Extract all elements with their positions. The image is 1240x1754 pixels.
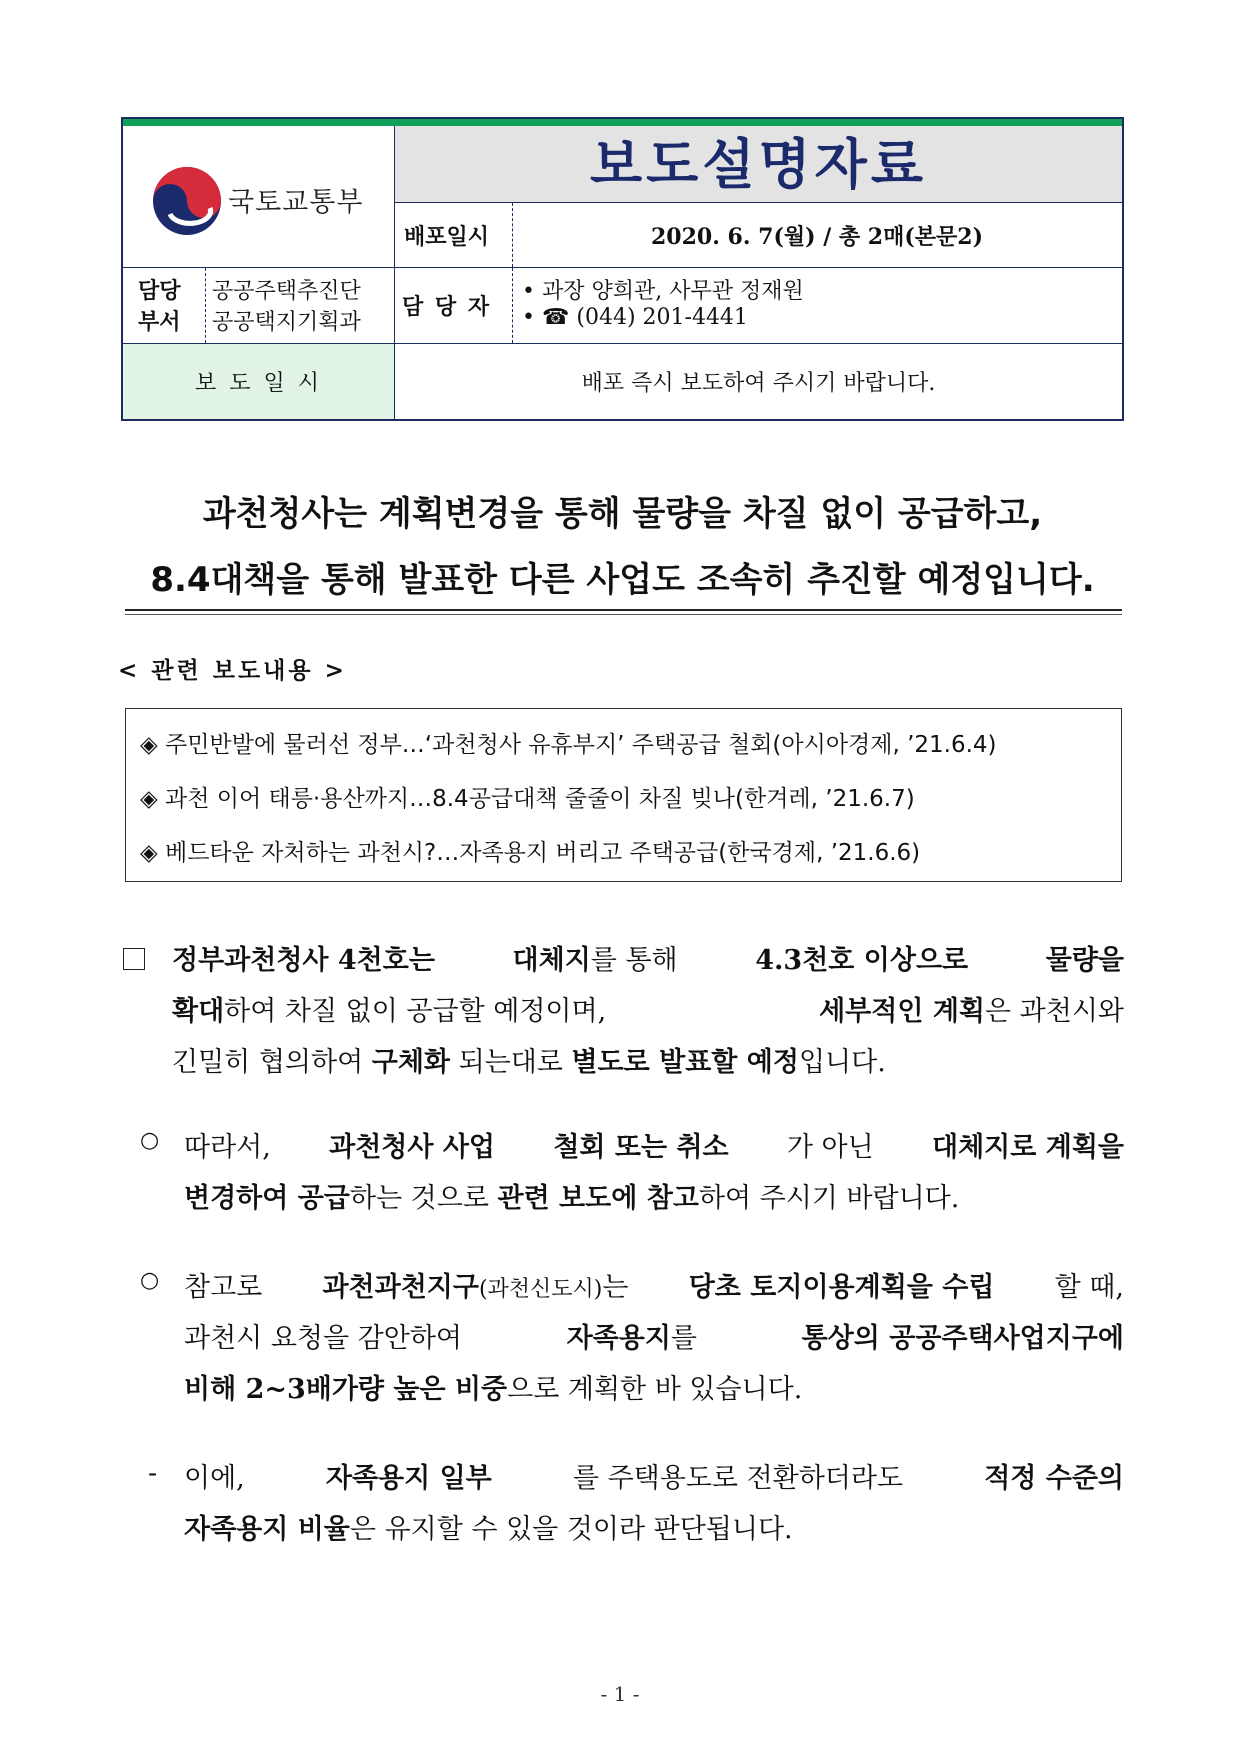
text-run: 이에, [184, 1463, 245, 1494]
headline-line-2: 8.4대책을 통해 발표한 다른 사업도 조속히 추진할 예정입니다. [150, 560, 1095, 600]
text-run: 하여 주시기 바랍니다. [698, 1183, 960, 1214]
report-time-value: 배포 즉시 보도하여 주시기 바랍니다. [581, 371, 936, 396]
divider [123, 267, 1122, 268]
document-type-title: 보도설명자료 [590, 133, 927, 196]
emphasis: 비해 2~3배가량 높은 비중 [184, 1374, 508, 1405]
emphasis: 과천청사 사업 [329, 1132, 496, 1163]
related-article: ◈ 베드타운 자처하는 과천시?…자족용지 버리고 주택공급(한국경제, ’21.6.6) [140, 840, 921, 866]
headline-line-1: 과천청사는 계획변경을 통해 물량을 차질 없이 공급하고, [202, 494, 1043, 534]
paragraph-4-line-2 [184, 1507, 793, 1546]
emphasis: 자족용지 [566, 1323, 671, 1354]
emphasis: 확대 [172, 996, 225, 1027]
emphasis: 철회 또는 취소 [553, 1132, 729, 1163]
emphasis: 적정 수준의 [984, 1463, 1124, 1494]
text-run: 따라서, [184, 1132, 271, 1163]
emphasis: 통상의 공공주택사업지구에 [801, 1323, 1124, 1354]
emphasis: 구체화 [371, 1047, 450, 1078]
emphasis: 물량을 [1045, 945, 1124, 976]
emphasis: 별도로 발표할 예정 [571, 1047, 799, 1078]
text-run: 긴밀히 협의하여 [172, 1047, 372, 1078]
related-news-heading: < 관련 보도내용 > [118, 657, 347, 684]
paragraph-2-marker: ○ [140, 1128, 160, 1153]
contact-label: 담 당 자 [402, 294, 492, 320]
paragraph-4-line-1 [184, 1456, 1124, 1495]
divider [123, 343, 1122, 344]
headline-rule [125, 614, 1122, 615]
contact-person: • 과장 양희관, 사무관 정재원 [522, 279, 804, 304]
text-run: 참고로 [184, 1272, 263, 1303]
paragraph-3-line-1: 참고로 과천과천지구(과천신도시)는 당초 토지이용계획을 수립 할 때, [184, 1265, 1124, 1304]
paragraph-2-line-2 [184, 1176, 959, 1215]
paragraph-3-line-2 [184, 1316, 1124, 1355]
related-article: ◈ 과천 이어 태릉·용산까지…8.4공급대책 줄줄이 차질 빚나(한겨레, ’21.6.7) [140, 786, 915, 812]
text-run: 으로 계획한 바 있습니다. [507, 1374, 803, 1405]
paragraph-3-marker: ○ [140, 1268, 160, 1293]
emphasis: 세부적인 계획 [819, 996, 985, 1027]
dept-name-2: 공공택지기획과 [212, 310, 361, 335]
text-run: 를 [670, 1323, 698, 1354]
distribution-label: 배포일시 [404, 224, 490, 250]
divider [395, 202, 1122, 203]
emphasis: 당초 토지이용계획을 수립 [688, 1272, 995, 1303]
emphasis: 4.3천호 이상으로 [755, 945, 969, 976]
emphasis: 자족용지 일부 [325, 1463, 492, 1494]
government-emblem-icon [150, 164, 224, 238]
paragraph-2-line-1 [184, 1125, 1124, 1164]
text-run: 하는 것으로 [349, 1183, 498, 1214]
paragraph-1-line-1: 정부과천청사 4천호는 대체지를 통해 4.3천호 이상으로 물량을 [172, 945, 1124, 976]
divider [205, 268, 206, 343]
emphasis: 관련 보도에 참고 [497, 1183, 699, 1214]
text-run: 할 때, [1054, 1272, 1124, 1303]
page-number: - 1 - [600, 1682, 640, 1706]
headline-rule [125, 609, 1122, 611]
divider [512, 268, 513, 343]
dept-name-1: 공공주택추진단 [212, 279, 361, 304]
text-run: 입니다. [798, 1047, 886, 1078]
paragraph-1-line-2: 확대하여 차질 없이 공급할 예정이며, 세부적인 계획은 과천시와 [172, 996, 1124, 1027]
paragraph-4-marker: - [148, 1458, 158, 1489]
emphasis: 대체지로 계획을 [932, 1132, 1124, 1163]
emphasis: 변경하여 공급 [184, 1183, 350, 1214]
related-article: ◈ 주민반발에 물러선 정부…‘과천청사 유휴부지’ 주택공급 철회(아시아경제, ’21.6.4) [140, 732, 997, 758]
ministry-name: 국토교통부 [228, 187, 364, 218]
text-run: (과천신도시) [478, 1277, 603, 1302]
paragraph-3-line-3 [184, 1367, 802, 1406]
emphasis: 과천과천지구 [322, 1272, 479, 1303]
distribution-date: 2020. 6. 7(월) / 총 2매(본문2) [650, 224, 983, 250]
emphasis: 대체지 [512, 945, 591, 976]
checkbox-bullet-icon [123, 948, 145, 970]
dept-label-1: 담당 [138, 278, 181, 304]
report-time-label: 보 도 일 시 [195, 371, 322, 396]
paragraph-1-line-3 [172, 1040, 886, 1079]
contact-phone: • ☎ (044) 201-4441 [522, 305, 748, 330]
dept-label-2: 부서 [138, 309, 181, 335]
text-run: 되는대로 [450, 1047, 572, 1078]
emphasis: 정부과천청사 4천호는 [172, 945, 435, 976]
text-run: 과천시 요청을 감안하여 [184, 1323, 462, 1354]
text-run: 가 아닌 [786, 1132, 874, 1163]
text-run: 은 유지할 수 있을 것이라 판단됩니다. [349, 1514, 793, 1545]
emphasis: 자족용지 비율 [184, 1514, 350, 1545]
text-run: 를 주택용도로 전환하더라도 [572, 1463, 904, 1494]
